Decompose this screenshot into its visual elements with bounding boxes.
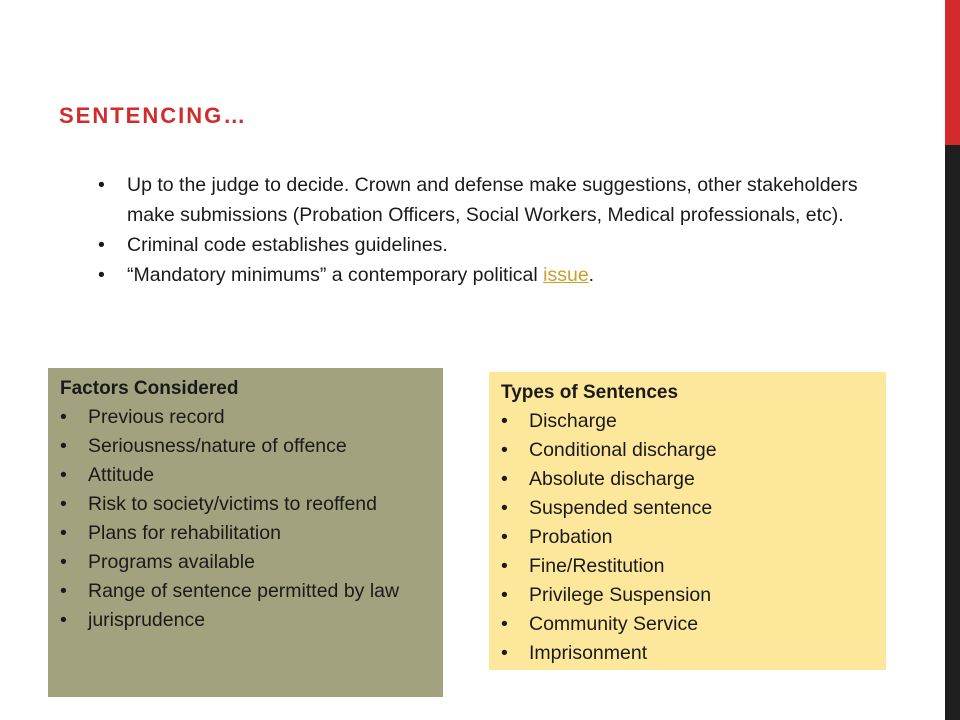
factor-item (60, 548, 435, 577)
factors-list (60, 403, 435, 635)
main-bullet-text: “Mandatory minimums” a contemporary political (127, 264, 544, 286)
bullet-icon: • (501, 642, 508, 664)
types-title: Types of Sentences (501, 382, 679, 403)
factor-item-label: Range of sentence permitted by law (88, 580, 400, 602)
factor-item (60, 519, 435, 548)
main-bullet-item (98, 170, 858, 230)
sentence-type-label: Imprisonment (529, 642, 648, 664)
sentence-type-item (501, 523, 878, 552)
bullet-icon: • (60, 580, 67, 602)
sentence-type-label: Community Service (529, 613, 699, 635)
main-bullet-text-end: . (588, 264, 595, 286)
factor-item-label: jurisprudence (88, 609, 206, 631)
bullet-icon: • (60, 464, 67, 486)
bullet-icon: • (501, 468, 508, 490)
factor-item (60, 432, 435, 461)
bullet-icon: • (60, 493, 67, 515)
accent-bar-red (945, 0, 960, 145)
bullet-icon: • (501, 526, 508, 548)
types-list (501, 407, 878, 668)
sentence-type-label: Discharge (529, 410, 617, 432)
main-bullet-list (98, 170, 858, 290)
sentence-type-item (501, 494, 878, 523)
main-bullet-text: Up to the judge to decide. Crown and defense make suggestions, other stakeholders make submissions (Probation Officers, Social Workers, Medical professionals, etc). (127, 174, 858, 226)
factor-item-label: Attitude (88, 464, 155, 486)
bullet-icon: • (60, 435, 67, 457)
bullet-icon: • (60, 406, 67, 428)
sentence-type-label: Fine/Restitution (529, 555, 665, 577)
sentence-type-item (501, 581, 878, 610)
bullet-icon: • (501, 555, 508, 577)
factor-item-label: Seriousness/nature of offence (88, 435, 347, 457)
factor-item (60, 577, 435, 606)
main-bullet-text: Criminal code establishes guidelines. (127, 234, 448, 256)
factors-considered-box (48, 368, 443, 697)
factor-item-label: Previous record (88, 406, 225, 428)
bullet-icon: • (60, 551, 67, 573)
sentence-type-label: Probation (529, 526, 613, 548)
factor-item-label: Plans for rehabilitation (88, 522, 281, 544)
sentence-type-label: Suspended sentence (529, 497, 713, 519)
factor-item (60, 606, 435, 635)
bullet-icon: • (98, 174, 105, 196)
sentence-type-label: Conditional discharge (529, 439, 717, 461)
factor-item-label: Programs available (88, 551, 255, 573)
factor-item (60, 490, 435, 519)
sentence-type-item (501, 610, 878, 639)
main-bullet-item (98, 230, 858, 260)
sentence-type-label: Privilege Suspension (529, 584, 712, 606)
bullet-icon: • (60, 522, 67, 544)
issue-link[interactable]: issue (543, 264, 589, 286)
bullet-icon: • (60, 609, 67, 631)
bullet-icon: • (98, 234, 105, 256)
bullet-icon: • (501, 497, 508, 519)
sentence-type-label: Absolute discharge (529, 468, 695, 490)
bullet-icon: • (98, 264, 105, 286)
factor-item-label: Risk to society/victims to reoffend (88, 493, 377, 515)
sentence-type-item (501, 465, 878, 494)
factor-item (60, 403, 435, 432)
slide-title: SENTENCING… (59, 103, 248, 128)
factors-title: Factors Considered (60, 378, 239, 399)
factor-item (60, 461, 435, 490)
sentence-type-item (501, 552, 878, 581)
bullet-icon: • (501, 613, 508, 635)
bullet-icon: • (501, 410, 508, 432)
bullet-icon: • (501, 584, 508, 606)
types-of-sentences-box (489, 372, 886, 670)
sentence-type-item (501, 436, 878, 465)
sentence-type-item (501, 407, 878, 436)
bullet-icon: • (501, 439, 508, 461)
accent-bar-dark (945, 145, 960, 720)
sentence-type-item (501, 639, 878, 668)
main-bullet-item (98, 260, 858, 290)
